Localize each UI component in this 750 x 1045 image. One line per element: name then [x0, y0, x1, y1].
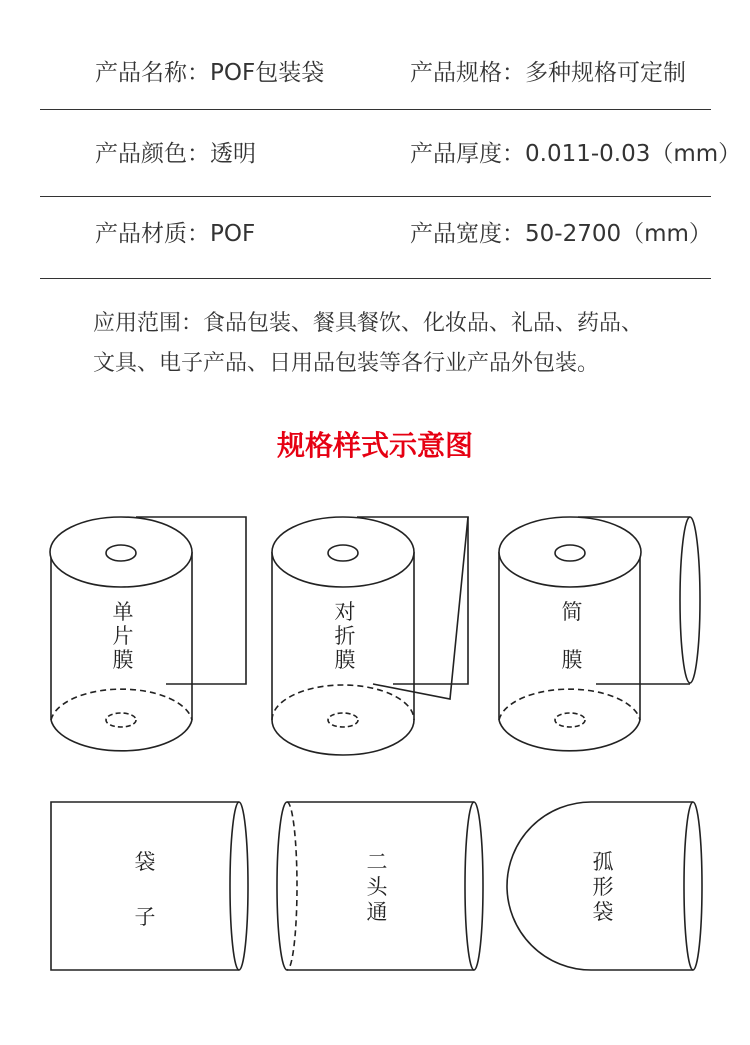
single-film-roll [50, 517, 246, 751]
label-opentube-2: 头 [366, 875, 388, 899]
label-bag-1: 袋 [134, 850, 156, 874]
product-name: 产品名称：POF包装袋 [95, 60, 325, 86]
divider [40, 109, 711, 110]
product-material: 产品材质：POF [95, 221, 256, 247]
label-arc-1: 孤 [592, 850, 614, 874]
product-thickness: 产品厚度：0.011-0.03（mm） [410, 141, 742, 167]
label-arc-3: 袋 [592, 900, 614, 924]
label-tube-2: 膜 [561, 648, 583, 672]
label-opentube-3: 通 [366, 900, 388, 924]
application-line-1: 应用范围：食品包装、餐具餐饮、化妆品、礼品、药品、 [93, 311, 644, 336]
product-spec: 产品规格：多种规格可定制 [410, 60, 686, 86]
product-color: 产品颜色：透明 [95, 141, 256, 167]
label-single-1: 单 [112, 600, 134, 624]
label-single-3: 膜 [112, 648, 134, 672]
label-folded-1: 对 [334, 600, 356, 624]
label-bag-2: 子 [134, 905, 156, 929]
product-width: 产品宽度：50-2700（mm） [410, 221, 712, 247]
section-title: 规格样式示意图 [276, 429, 473, 462]
label-tube-1: 简 [561, 600, 583, 624]
application-line-2: 文具、电子产品、日用品包装等各行业产品外包装。 [93, 351, 600, 376]
label-single-2: 片 [112, 624, 134, 648]
divider [40, 278, 711, 279]
divider [40, 196, 711, 197]
label-arc-2: 形 [592, 875, 614, 899]
folded-film-roll [272, 517, 468, 755]
label-folded-3: 膜 [334, 648, 356, 672]
bag-shape [51, 802, 248, 970]
spec-style-diagrams [0, 500, 750, 980]
label-opentube-1: 二 [366, 850, 388, 874]
label-folded-2: 折 [334, 624, 356, 648]
tube-film-roll [499, 517, 700, 751]
